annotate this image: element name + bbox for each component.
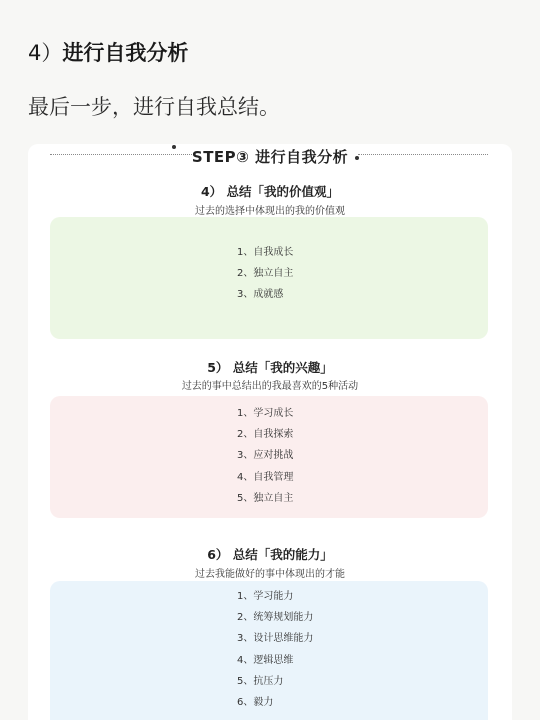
values-section-title: 4） 总结「我的价值观」	[200, 184, 340, 199]
list-item: 1、学习成长	[237, 408, 294, 419]
heading-number: 4）	[28, 41, 63, 65]
values-section-subtitle: 过去的选择中体现出的我的价值观	[195, 206, 345, 217]
interests-section-subtitle: 过去的事中总结出的我最喜欢的5种活动	[181, 381, 359, 392]
list-item: 1、学习能力	[237, 591, 294, 602]
divider-dot-right	[355, 156, 359, 160]
list-item: 4、逻辑思维	[237, 654, 294, 666]
dotted-divider-right	[358, 154, 488, 155]
values-box	[50, 217, 488, 339]
intro-text: 最后一步，进行自我总结。	[28, 95, 280, 119]
list-item: 6、毅力	[237, 696, 274, 708]
heading-text: 进行自我分析	[62, 41, 189, 65]
interests-section-title: 5） 总结「我的兴趣」	[207, 360, 333, 375]
abilities-section-title: 6） 总结「我的能力」	[207, 547, 333, 562]
section-heading	[28, 38, 188, 68]
step-title: STEP③ 进行自我分析	[191, 148, 349, 166]
abilities-box	[50, 581, 488, 720]
step-header	[28, 144, 512, 170]
abilities-list	[50, 586, 488, 713]
list-item: 1、自我成长	[237, 247, 294, 258]
list-item: 5、抗压力	[237, 675, 284, 687]
abilities-section-subtitle: 过去我能做好的事中体现出的才能	[195, 569, 345, 580]
interests-box	[50, 396, 488, 518]
list-item: 5、独立自主	[237, 492, 294, 504]
list-item: 3、设计思维能力	[237, 633, 314, 645]
list-item: 3、成就感	[237, 289, 284, 301]
list-item: 3、应对挑战	[237, 450, 294, 462]
list-item: 2、自我探索	[237, 429, 294, 441]
values-list	[50, 242, 488, 306]
interests-list	[50, 403, 488, 509]
list-item: 2、统筹规划能力	[237, 612, 314, 624]
list-item: 4、自我管理	[237, 471, 294, 483]
list-item: 2、独立自主	[237, 268, 294, 280]
analysis-card	[28, 144, 512, 720]
